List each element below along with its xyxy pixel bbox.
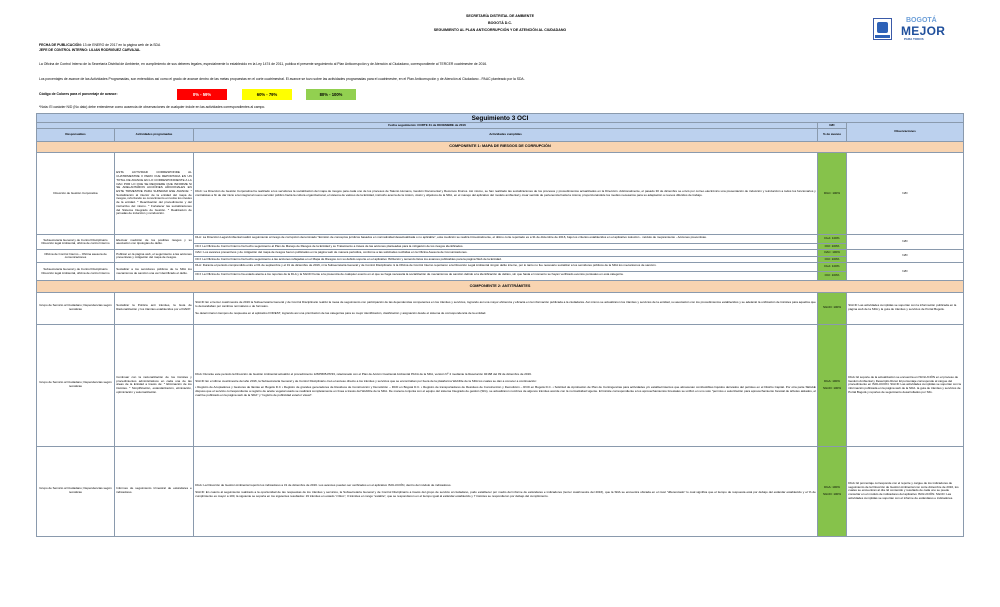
pct-part: DGA: 100% xyxy=(824,378,840,383)
row-actividad: Continuar con la racionalización de los trámites y procedimientos administrativos en cada una de las áreas de la Entidad a través de: * Eliminación de los trámites. * Simplificación, estandarización, eliminación, optimización y automatización. xyxy=(115,324,194,446)
row-pct: OCI: 100% xyxy=(818,244,847,250)
row-cumplida: OCI: La Oficina de Control Interno ha hecho seguimiento al Plan de Manejo de Riesgos de la Entidad y su Tratamiento a través de las acciones planteadas para la mitigación de los riesgos identificados. xyxy=(194,244,818,250)
row-responsable: Grupo de Servicio al Ciudadano; Dependencias según temáticas xyxy=(37,446,115,536)
row-responsable: Subsecretaría General y de Control Disciplinario Dirección legal Ambiental, oficina de control interno xyxy=(37,235,115,250)
row-responsable: Subsecretaría General y de Control Disciplinario Dirección legal Ambiental, oficina de control interno xyxy=(37,263,115,281)
table-row xyxy=(37,292,964,324)
legend-green: 80% - 100% xyxy=(306,89,356,100)
legend-yellow: 60% - 79% xyxy=(242,89,292,100)
cumplida-part: DGA: Durante este periodo la Dirección de Gestión Ambiental actualizó el procedimiento 126PM05-PR33, relacionado con el Plan de Acción Cuatrienal Ambiental PACA de la SDA, versión Nº 4 mediante la Resolución 02168 del 09 de diciembre de 2016. xyxy=(195,371,532,376)
fecha-label: FECHA DE PUBLICACIÓN: xyxy=(39,43,82,47)
fecha-publicacion xyxy=(39,43,160,47)
row-pct: SGCD: 100% xyxy=(818,292,847,324)
row-obs: N/D xyxy=(847,250,964,263)
cumplida-part: Se determinaron tiempos de respuesta en el aplicativo FOREST, logrando así una priorización de las categorías para su mejor identificación, clasificación y asignación desde el sistema de correspondencia de la entidad. xyxy=(195,310,487,315)
row-cumplida: OCI: La Oficina de Control Interno ha hecho seguimiento a las acciones reflejadas en el Mapa de Riesgos con su debido soporte en el aplicativo ISOlución y teniendo listos los avances publicables para la página Web de la Entidad. xyxy=(194,256,818,262)
logo-line-3: PARA TODOS xyxy=(904,37,924,41)
row-obs: DGA: El soporte de la actualización se encuentra en ISOLUCIÓN en el proceso de Gestión Ambiental y Desarrollo Rural. El porcentaje corresponde al cargue del procedimiento en ISOLUCIÓN. SGCD: Las actividades cumplidas se soportan con la información publicada en la página web de la SDA. la guía de trámites y servicios de Portal Bogotá y reportes de seguimiento desarrollados por SIG. xyxy=(847,324,964,446)
alcaldia-shield-icon xyxy=(873,18,892,40)
row-responsable: Dirección de Gestión Corporativa xyxy=(37,153,115,235)
table-row xyxy=(37,153,964,235)
row-cumplida xyxy=(194,292,818,324)
header-line-1: SECRETARÍA DISTRITAL DE AMBIENTE xyxy=(465,14,534,18)
logo-line-1: BOGOTÁ xyxy=(906,17,937,24)
row-cumplida: OAC: Los avances preventivos y de mitigación del mapa de riesgos fueron publicados en la página web de manera periódica, conforme a las solicitudes recibidas en la Oficina Asesora de Comunicaciones. xyxy=(194,250,818,256)
row-pct: DGC: 100% xyxy=(818,153,847,235)
header-pct: % de avance xyxy=(818,129,847,142)
row-pct: DLA: 100% xyxy=(818,263,847,272)
cumplida-part: SGCD: En cuanto al seguimiento realizado a la oportunidad de las respuestas de los trámites y servicios, la Subsecretaría General y de Control Disciplinario a través del grupo de servicio al ciudadano, pudo establecer por medio del informe de estándares e indicadores (tercer cuatrimestre del 2016), que la SDA se encuentra ubicada en el nivel "diferenciado" lo cual significa que el tiempo de respuesta está por debajo del estándar establecido y el % de cumplimiento es mayor a 100, la siguiente se soporta en los siguientes resultados: 19 trámites en estado "crítico", 0 trámites en rango "estable", que se respondieron en el tiempo igual al estándar establecido y 7 trámites se respondieron por debajo del cumplimiento. xyxy=(195,489,816,498)
row-pct: OAC: 100% xyxy=(818,250,847,256)
header-line-3: SEGUIMIENTO AL PLAN ANTICORRUPCIÓN Y DE ATENCIÓN AL CIUDADANO xyxy=(433,28,567,33)
row-obs: SGCD: Las actividades cumplidas se soportan con la información publicada en la página web de la SDA y la guía de trámites y servicios de Portal Bogotá. xyxy=(847,292,964,324)
header-actividades: Actividades programadas xyxy=(115,129,194,142)
row-cumplida: DLA: La Dirección Legal Ambiental realizó seguimiento al riesgo de corrupción denominado "Emisión de conceptos jurídicos basados en normatividad desactualizada o no aplicable", esta medición se realiza trimestralmente, el último corte reportado es a 31 de diciembre de 2016, bajo los criterios establecidos en el aplicativo isolución - módulo de mejoramiento - Acciones preventivas. xyxy=(194,235,818,244)
seguimiento-table xyxy=(36,113,964,537)
row-actividad: Socializar a los servidores públicos de la SDA los mecanismos de sanción una vez identificado el delito. xyxy=(115,263,194,281)
fecha-value: 13 de ENERO de 2017 en la página web de la SDA xyxy=(82,43,161,47)
row-obs: N/D xyxy=(847,235,964,250)
row-pct: DLA: 100% xyxy=(818,235,847,244)
row-obs: N/D xyxy=(847,153,964,235)
row-actividad: Efectuar medición de los posibles riesgos y su asociación con tipologías de delito. xyxy=(115,235,194,250)
row-actividad: ESTA ACTIVIDAD CORRESPONDE AL CUATRIMESTRE II PERO FUE REPORTADA EN UN TOTAL DE AVANCE EN LO CORRESPONDIENTE A LA OAC POR LO QUE SE REQUIERE QUE INFORME SI SE ADELANTARON ACCIONES ADICIONALES EN ESTE TRIMESTRE PARA SUPERAR ESE AVANCE: * Socialización al interior de la entidad del mapa de riesgos, reforzando su conocimiento en todos los niveles de la entidad. * Reactivación del procedimiento y del instructivo del mismo. * Fortalecer las socializaciones del Sistema Integrado de Gestión. * Realización de jornadas de inducción y reinducción. xyxy=(115,153,194,235)
cumplida-part: DGA: La Dirección de Gestión Ambiental reportó los indicadores a 31 de diciembre de 2016. Los avances pueden ser verificados en el aplicativo ISOLUCIÓN, dentro del módulo de indicadores. xyxy=(195,483,452,488)
row-obs: DGA: El porcentaje corresponde con el reporte y cargue de los indicadores de seguimiento de la Dirección de Gestión Ambiental con corte diciembre de 2016, los cuales se encuentran al día. El contenido y resultado de cada uno se puede consultar en el módulo de indicadores del aplicativo ISOLUCIÓN. SGCD: Las actividades cumplidas se soportan con el informe de estándares e indicadores. xyxy=(847,446,964,536)
row-cumplida xyxy=(194,324,818,446)
row-pct: OCI: 100% xyxy=(818,256,847,262)
header-responsables: Responsables xyxy=(37,129,115,142)
row-actividad: Socializar la Política anti trámites, la Guía de Racionalización y los trámites establecidos por el DAFP. xyxy=(115,292,194,324)
intro-paragraph-1: La Oficina de Control Interno de la Secretaría Distrital de Ambiente, en cumplimiento de sus deberes legales, especialmente lo establecido en la Ley 1474 de 2011, publica el presente seguimiento al Plan Anticorrupción y de Atención al Ciudadano, correspondiente al TERCER cuatrimestre de 2016. xyxy=(39,62,488,66)
table-title: Seguimiento 3 OCI xyxy=(37,114,964,123)
bogota-mejor-logo xyxy=(873,16,951,42)
nota: *Nota: El carácter N/D (No dato) debe entenderse como ausencia de observaciones de cualquier índole en las actividades correspondientes al campo. xyxy=(39,105,266,109)
document-header xyxy=(0,13,1000,35)
logo-line-2: MEJOR xyxy=(901,24,946,38)
jefe-control-interno: JEFE DE CONTROL INTERNO: LILIAN RODRIGUEZ CARVAJAL xyxy=(39,48,141,52)
row-pct: OCI: 100% xyxy=(818,272,847,281)
table-row xyxy=(37,446,964,536)
header-cumplidas: Actividades cumplidas xyxy=(194,129,818,142)
fecha-seguimiento: Fecha seguimiento: CORTE 31 de DICIEMBRE de 2016 xyxy=(37,123,818,129)
header-observaciones: Observaciones xyxy=(847,123,964,142)
cumplida-part: SGCD: En el tercer cuatrimestre de 2016 la Subsecretaría General y de Control Disciplinario realizó la mesa de seguimiento con participación de las dependencias competentes en los trámites y servicios, logrando así una mayor eficiencia y eficacia en la información publicada a la ciudadanía. Así mismo se actualizaron los trámites y servicios de la entidad, su asociación con los procedimientos establecidos y se adelantó la unificación de trámites para aquellos que lo demandaban por cambios normativos o de formatos. xyxy=(195,300,816,308)
row-pct xyxy=(818,324,847,446)
row-obs: N/D xyxy=(847,263,964,281)
componente-1: COMPONENTE 1: MAPA DE RIESGOS DE CORRUPCIÓN xyxy=(37,141,964,153)
pct-part: SGCD: 100% xyxy=(822,491,841,496)
header-line-2: BOGOTÁ D.C. xyxy=(488,21,512,26)
nd-header: N/D xyxy=(818,123,847,129)
pct-part: SGCD: 100% xyxy=(822,385,841,390)
table-row xyxy=(37,235,964,244)
row-cumplida: DGC: La Dirección de Gestión Corporativa ha realizado a los servidores la socialización del mapa de riesgos para cada uno de los procesos de Talento Humano, Gestión Documental y Recursos Físicos. Así mismo, se han realizado las socializaciones de los procesos y procedimientos actualizados en la Dirección. Adicionalmente, el pasado 30 de diciembre se envió por correo electrónico una presentación de inducción y reinducción a todos los funcionarios y contratistas a fin de dar inicio a la integral al nuevo servidor público hacia la cultura organizacional, el sistema de valores de la Entidad, instruirlo acerca de la misión, visión y objetivos de la SDA, en el manejo del aplicativo del modelo ambiental y crear sentido de pertenencia hacia la misma; proporcionándole los medios necesarios para su adaptación a nuevos diferidos de trabajo. xyxy=(194,153,818,235)
pct-part: DGA: 100% xyxy=(824,484,840,489)
row-pct xyxy=(818,446,847,536)
cumplida-part: • Registro de Acopiadores y Gestores de llantas en Bogotá D.C • Registro de grandes generadores de Residuos de Construcción y Demolición – RCD en Bogotá D.C. • Registro de transportadores de Residuos de Construcción y Demolición – RCD en Bogotá D.C. • Solicitud de Aprobación de Plan de Contingencias para actividades y/o establecimientos que almacenan combustibles líquidos derivados del petróleo en el Distrito Capital. Por otra parte SEGAE dispuso que el servicio correspondiente a registro de aceite vegetal usado se realizará completamente en línea a través del WebFile de la SDA. De manera conjunta con el equipo del sistema Integrado de gestión (SIG), se actualizaron nombres de algunos trámites acorde con la normatividad vigente. El trámite correspondiente a los aprovechamientos forestales se unificó en uno solo "permiso o autorización para aprovechamiento forestal de árboles aislados, el cual fue publicado en la página web de la SDA" y "registro de publicidad exterior visual". xyxy=(195,385,816,397)
componente-2: COMPONENTE 2: ANTITRÁMITES xyxy=(37,281,964,293)
row-cumplida xyxy=(194,446,818,536)
codigo-colores-label: Código de Colores para el porcentaje de avance: xyxy=(39,92,118,96)
row-responsable: Grupo de Servicio al Ciudadano; Dependencias según temáticas xyxy=(37,292,115,324)
row-cumplida: DLA: Durante el periodo comprendido entre el 01 de septiembre y el 31 de diciembre de 2016, ni la Subsecretaría General y de Control Disciplinario ni la Oficina de Control Interno reportaron a la Dirección Legal Ambiental ningún delito interno, por lo tanto no fue necesario socializar a los servidores públicos de la SDA los mecanismos de sanción. xyxy=(194,263,818,272)
row-actividad: Informes de seguimiento trimestral de estándares e indicadores. xyxy=(115,446,194,536)
table-row xyxy=(37,263,964,272)
row-actividad: Publicar en la página web, el seguimiento a las acciones preventivas y mitigación del mapa de riesgos. xyxy=(115,250,194,263)
row-responsable: Oficina de Control Interno – Oficina asesora de comunicaciones xyxy=(37,250,115,263)
table-row xyxy=(37,324,964,446)
cumplida-part: SGCD: En el último cuatrimestre del año 2016, la Subsecretaría General y de Control Disciplinario creó el acceso directo a los trámites y servicios que se encontraban por fuera de la plataforma WebFile de la SDA los cuales se dan a conocer a continuación: xyxy=(195,378,537,383)
row-responsable: Grupo de Servicio al Ciudadano; Dependencias según temáticas xyxy=(37,324,115,446)
legend-red: 0% - 59% xyxy=(177,89,227,100)
intro-paragraph-2: Los porcentajes de avance de las Actividades Programadas, son entendidos así como el grado de avance dentro de las metas propuestas en el corte cuatrimestral. El avance se tuvo sobre las actividades programadas para el cuatrimestre, en el Plan Anticorrupción y de Atención al Ciudadano - PAAC planteado por la SDA. xyxy=(39,77,525,81)
row-cumplida: OCI: La Oficina de Control Interno ha estado atenta a los reportes de la DLA y la SGCD frente a la presencia de cualquier evento en el que se haga necesaria la socialización de mecanismos de sanción debido a la identificación de delitos, sin que hasta el momento se hayan verificado eventos puntuales en esta categoría. xyxy=(194,272,818,281)
